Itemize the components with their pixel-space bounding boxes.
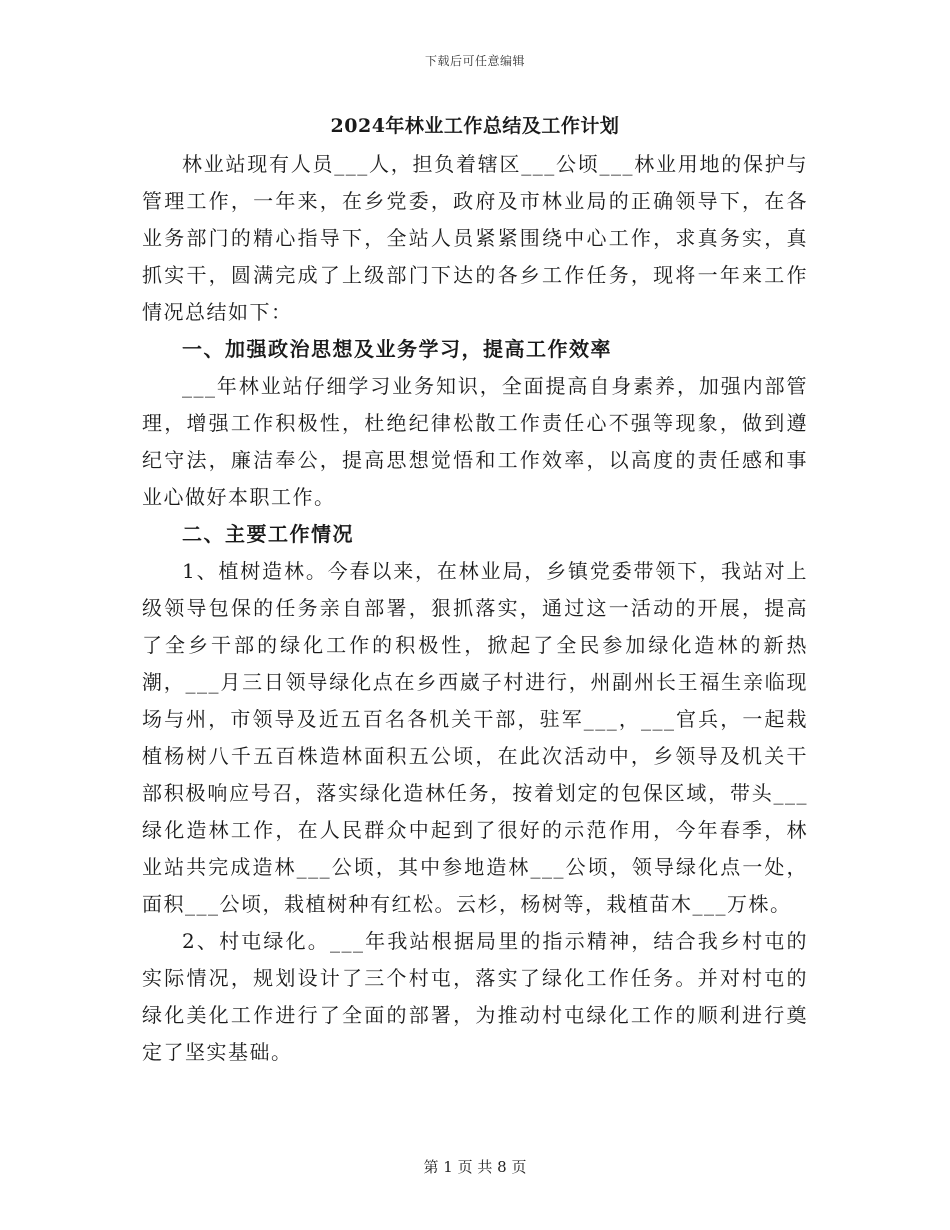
document-body [142, 112, 808, 1071]
page-header-note: 下载后可任意编辑 [424, 54, 525, 68]
page-number: 第 1 页 共 8 页 [423, 1158, 527, 1176]
section-heading-1: 一、加强政治思想及业务学习，提高工作效率 [182, 337, 612, 361]
section-heading-2: 二、主要工作情况 [182, 522, 354, 546]
intro-paragraph: 林业站现有人员___人，担负着辖区___公顷___林业用地的保护与管理工作，一年来，在乡党委，政府及市林业局的正确领导下，在各业务部门的精心指导下，全站人员紧紧围绕中心工作，求真务实，真抓实干，圆满完成了上级部门下达的各乡工作任务，现将一年来工作情况总结如下： [142, 152, 808, 324]
document-title: 2024年林业工作总结及工作计划 [330, 115, 620, 137]
item-2-paragraph: 2、村屯绿化。___年我站根据局里的指示精神，结合我乡村屯的实际情况，规划设计了三个村屯，落实了绿化工作任务。并对村屯的绿化美化工作进行了全面的部署，为推动村屯绿化工作的顺利进行奠定了坚实基础。 [142, 929, 808, 1064]
item-1-paragraph: 1、植树造林。今春以来，在林业局，乡镇党委带领下，我站对上级领导包保的任务亲自部署，狠抓落实，通过这一活动的开展，提高了全乡干部的绿化工作的积极性，掀起了全民参加绿化造林的新热潮，___月三日领导绿化点在乡西崴子村进行，州副州长王福生亲临现场与州，市领导及近五百名各机关干部，驻军___，___官兵，一起栽植杨树八千五百株造林面积五公顷，在此次活动中，乡领导及机关干部积极响应号召，落实绿化造林任务，按着划定的包保区域，带头___绿化造林工作，在人民群众中起到了很好的示范作用，今年春季，林业站共完成造林___公顷，其中参地造林___公顷，领导绿化点一处，面积___公顷，栽植树种有红松。云杉，杨树等，栽植苗木___万株。 [142, 559, 808, 916]
section-1-paragraph: ___年林业站仔细学习业务知识，全面提高自身素养，加强内部管理，增强工作积极性，杜绝纪律松散工作责任心不强等现象，做到遵纪守法，廉洁奉公，提高思想觉悟和工作效率，以高度的责任感和事业心做好本职工作。 [142, 374, 808, 509]
